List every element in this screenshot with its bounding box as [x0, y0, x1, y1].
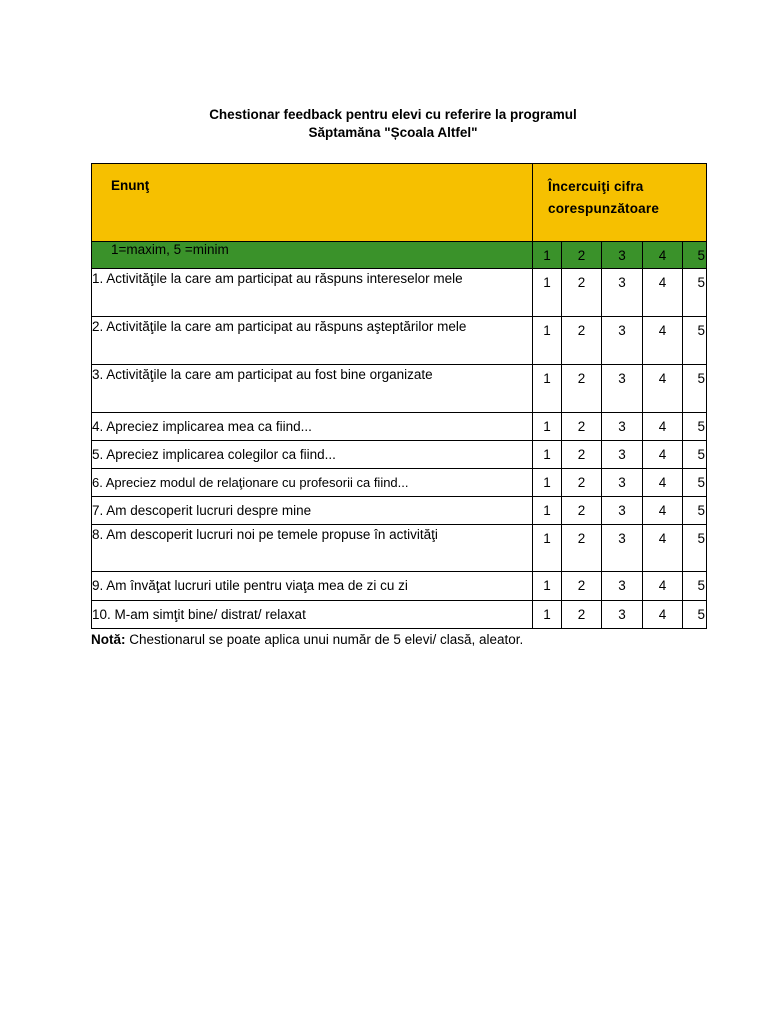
rating-4[interactable]: 4 [643, 317, 683, 365]
rating-3[interactable]: 3 [602, 269, 643, 317]
rating-2[interactable]: 2 [562, 469, 602, 497]
statement-cell: 9. Am învăţat lucruri utile pentru viaţa mea de zi cu zi [92, 572, 533, 601]
title-line-1: Chestionar feedback pentru elevi cu referire la programul [209, 107, 577, 122]
document-title [0, 106, 768, 142]
table-row [92, 441, 707, 469]
rating-3[interactable]: 3 [602, 317, 643, 365]
rating-2[interactable]: 2 [562, 497, 602, 525]
rating-3[interactable]: 3 [602, 441, 643, 469]
rating-1[interactable]: 1 [533, 365, 562, 413]
statement-cell: 3. Activităţile la care am participat au fost bine organizate [92, 365, 533, 413]
rating-5[interactable]: 5 [683, 441, 707, 469]
title-line-2: Săptamăna "Școala Altfel" [308, 125, 478, 140]
header-instruction [533, 164, 707, 242]
rating-2[interactable]: 2 [562, 441, 602, 469]
rating-5[interactable]: 5 [683, 497, 707, 525]
table-row [92, 269, 707, 317]
table-row [92, 469, 707, 497]
rating-2[interactable]: 2 [562, 601, 602, 629]
rating-5[interactable]: 5 [683, 469, 707, 497]
rating-2[interactable]: 2 [562, 365, 602, 413]
header-instruction-line-1: Încercuiţi cifra [548, 179, 644, 194]
rating-4[interactable]: 4 [643, 497, 683, 525]
statement-cell: 1. Activităţile la care am participat au răspuns intereselor mele [92, 269, 533, 317]
rating-5[interactable]: 5 [683, 269, 707, 317]
rating-1[interactable]: 1 [533, 469, 562, 497]
header-statement: Enunţ [92, 164, 533, 242]
rating-1[interactable]: 1 [533, 525, 562, 572]
rating-1[interactable]: 1 [533, 413, 562, 441]
table-row [92, 601, 707, 629]
rating-1[interactable]: 1 [533, 317, 562, 365]
statement-cell: 6. Apreciez modul de relaţionare cu profesorii ca fiind... [92, 469, 533, 497]
rating-3[interactable]: 3 [602, 601, 643, 629]
rating-3[interactable]: 3 [602, 497, 643, 525]
scale-value: 5 [683, 242, 707, 269]
statement-cell: 10. M-am simţit bine/ distrat/ relaxat [92, 601, 533, 629]
scale-value: 2 [562, 242, 602, 269]
table-row [92, 317, 707, 365]
rating-5[interactable]: 5 [683, 601, 707, 629]
rating-4[interactable]: 4 [643, 269, 683, 317]
table-row [92, 413, 707, 441]
statement-cell: 7. Am descoperit lucruri despre mine [92, 497, 533, 525]
table-row [92, 365, 707, 413]
rating-4[interactable]: 4 [643, 441, 683, 469]
footnote-text: Chestionarul se poate aplica unui număr de 5 elevi/ clasă, aleator. [125, 632, 524, 647]
rating-2[interactable]: 2 [562, 413, 602, 441]
statement-cell: 5. Apreciez implicarea colegilor ca fiind... [92, 441, 533, 469]
scale-value: 1 [533, 242, 562, 269]
feedback-table [91, 163, 707, 629]
rating-3[interactable]: 3 [602, 413, 643, 441]
rating-1[interactable]: 1 [533, 572, 562, 601]
rating-4[interactable]: 4 [643, 572, 683, 601]
rating-2[interactable]: 2 [562, 525, 602, 572]
rating-4[interactable]: 4 [643, 365, 683, 413]
table-row [92, 525, 707, 572]
table-row [92, 572, 707, 601]
rating-5[interactable]: 5 [683, 525, 707, 572]
rating-3[interactable]: 3 [602, 572, 643, 601]
rating-5[interactable]: 5 [683, 365, 707, 413]
rating-5[interactable]: 5 [683, 413, 707, 441]
table-header-row [92, 164, 707, 242]
statement-cell: 4. Apreciez implicarea mea ca fiind... [92, 413, 533, 441]
rating-4[interactable]: 4 [643, 413, 683, 441]
footnote-label: Notă: [91, 632, 126, 647]
rating-1[interactable]: 1 [533, 601, 562, 629]
rating-1[interactable]: 1 [533, 441, 562, 469]
rating-5[interactable]: 5 [683, 317, 707, 365]
scale-value: 4 [643, 242, 683, 269]
rating-4[interactable]: 4 [643, 601, 683, 629]
rating-4[interactable]: 4 [643, 525, 683, 572]
rating-3[interactable]: 3 [602, 365, 643, 413]
rating-3[interactable]: 3 [602, 525, 643, 572]
rating-2[interactable]: 2 [562, 317, 602, 365]
footnote [91, 632, 523, 647]
statement-cell: 2. Activităţile la care am participat au răspuns aşteptărilor mele [92, 317, 533, 365]
rating-4[interactable]: 4 [643, 469, 683, 497]
rating-3[interactable]: 3 [602, 469, 643, 497]
statement-cell: 8. Am descoperit lucruri noi pe temele propuse în activităţi [92, 525, 533, 572]
scale-row [92, 242, 707, 269]
header-instruction-line-2: corespunzătoare [548, 201, 660, 216]
table-row [92, 497, 707, 525]
rating-1[interactable]: 1 [533, 269, 562, 317]
scale-value: 3 [602, 242, 643, 269]
rating-2[interactable]: 2 [562, 572, 602, 601]
rating-1[interactable]: 1 [533, 497, 562, 525]
rating-2[interactable]: 2 [562, 269, 602, 317]
rating-5[interactable]: 5 [683, 572, 707, 601]
scale-label: 1=maxim, 5 =minim [92, 242, 533, 269]
